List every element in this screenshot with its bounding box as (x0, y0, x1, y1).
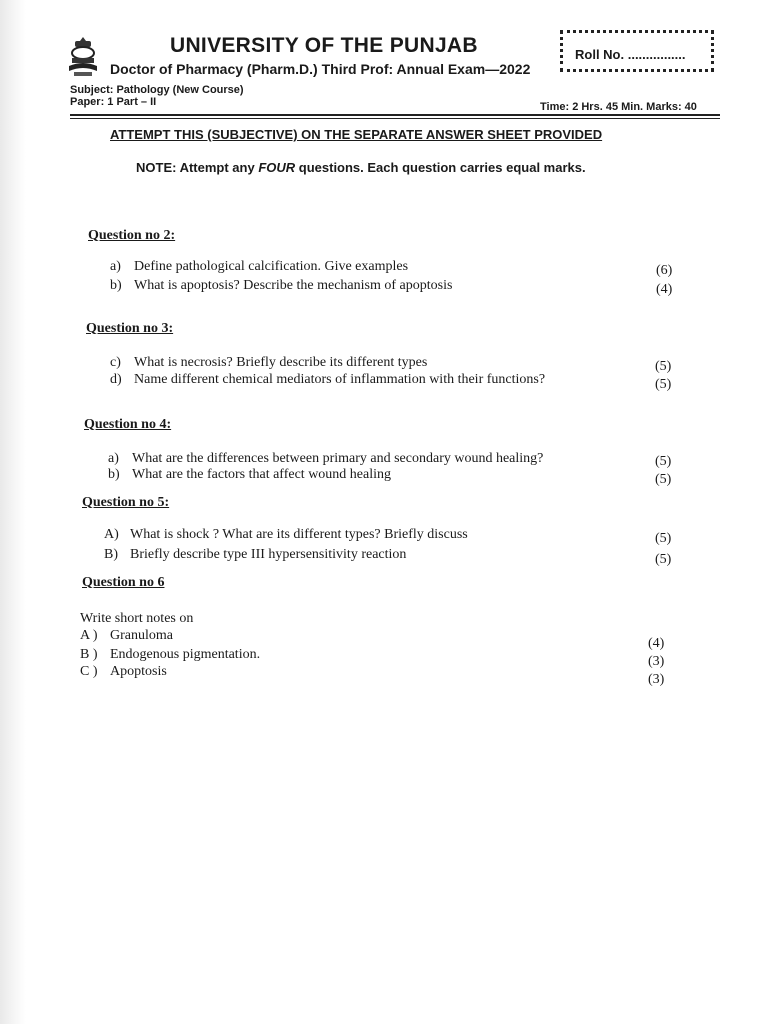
question-5b-text: Briefly describe type III hypersensitivity reaction (130, 547, 407, 562)
question-4-heading: Question no 4: (84, 417, 172, 432)
question-4a-marks: (5) (655, 454, 672, 469)
roll-number-box (560, 30, 714, 72)
question-6-heading: Question no 6 (82, 575, 165, 590)
paper-line: Paper: 1 Part – II (70, 96, 157, 108)
question-2a-text: Define pathological calcification. Give examples (134, 259, 409, 274)
question-5b-label: B) (104, 547, 118, 562)
question-2b-label: b) (110, 278, 122, 293)
note-suffix: questions. Each question carries equal marks. (295, 160, 586, 175)
question-6-intro: Write short notes on (80, 611, 194, 626)
question-2a-label: a) (110, 259, 121, 274)
time-marks-line: Time: 2 Hrs. 45 Min. Marks: 40 (540, 101, 697, 113)
question-5-heading: Question no 5: (82, 495, 170, 510)
question-3d-label: d) (110, 372, 122, 387)
question-5b-marks: (5) (655, 552, 672, 567)
question-6b-label: B ) (80, 647, 98, 662)
question-3d-marks: (5) (655, 377, 672, 392)
roll-number-label: Roll No. ................ (575, 47, 686, 62)
question-6b-marks: (3) (648, 654, 665, 669)
question-3c-text: What is necrosis? Briefly describe its different types (134, 355, 428, 370)
university-crest-icon (66, 36, 100, 78)
subject-line: Subject: Pathology (New Course) (70, 84, 244, 96)
question-3c-label: c) (110, 355, 121, 370)
question-6c-text: Apoptosis (110, 664, 167, 679)
question-6c-marks: (3) (648, 672, 665, 687)
question-5a-label: A) (104, 527, 119, 542)
question-6a-label: A ) (80, 628, 98, 643)
question-3c-marks: (5) (655, 359, 672, 374)
question-4b-marks: (5) (655, 472, 672, 487)
header-divider (70, 114, 720, 116)
note-prefix: NOTE: Attempt any (136, 160, 259, 175)
question-4a-text: What are the differences between primary and secondary wound healing? (132, 451, 544, 466)
header-divider-thin (70, 118, 720, 119)
note-instruction (136, 160, 586, 175)
question-2b-marks: (4) (656, 282, 673, 297)
question-2a-marks: (6) (656, 263, 673, 278)
attempt-instruction: ATTEMPT THIS (SUBJECTIVE) ON THE SEPARATE ANSWER SHEET PROVIDED (110, 127, 603, 142)
question-6a-marks: (4) (648, 636, 665, 651)
question-4b-label: b) (108, 467, 120, 482)
question-2-heading: Question no 2: (88, 228, 176, 243)
university-title: UNIVERSITY OF THE PUNJAB (170, 34, 478, 57)
question-5a-marks: (5) (655, 531, 672, 546)
note-emphasis: FOUR (258, 160, 296, 175)
question-6a-text: Granuloma (110, 628, 173, 643)
question-3d-text: Name different chemical mediators of inflammation with their functions? (134, 372, 546, 387)
scan-page-edge (0, 0, 26, 1024)
question-2b-text: What is apoptosis? Describe the mechanism of apoptosis (134, 278, 453, 293)
question-6b-text: Endogenous pigmentation. (110, 647, 261, 662)
question-6c-label: C ) (80, 664, 98, 679)
question-4b-text: What are the factors that affect wound healing (132, 467, 392, 482)
question-4a-label: a) (108, 451, 119, 466)
question-3-heading: Question no 3: (86, 321, 174, 336)
question-5a-text: What is shock ? What are its different types? Briefly discuss (130, 527, 468, 542)
exam-title: Doctor of Pharmacy (Pharm.D.) Third Prof: Annual Exam—2022 (110, 61, 531, 77)
